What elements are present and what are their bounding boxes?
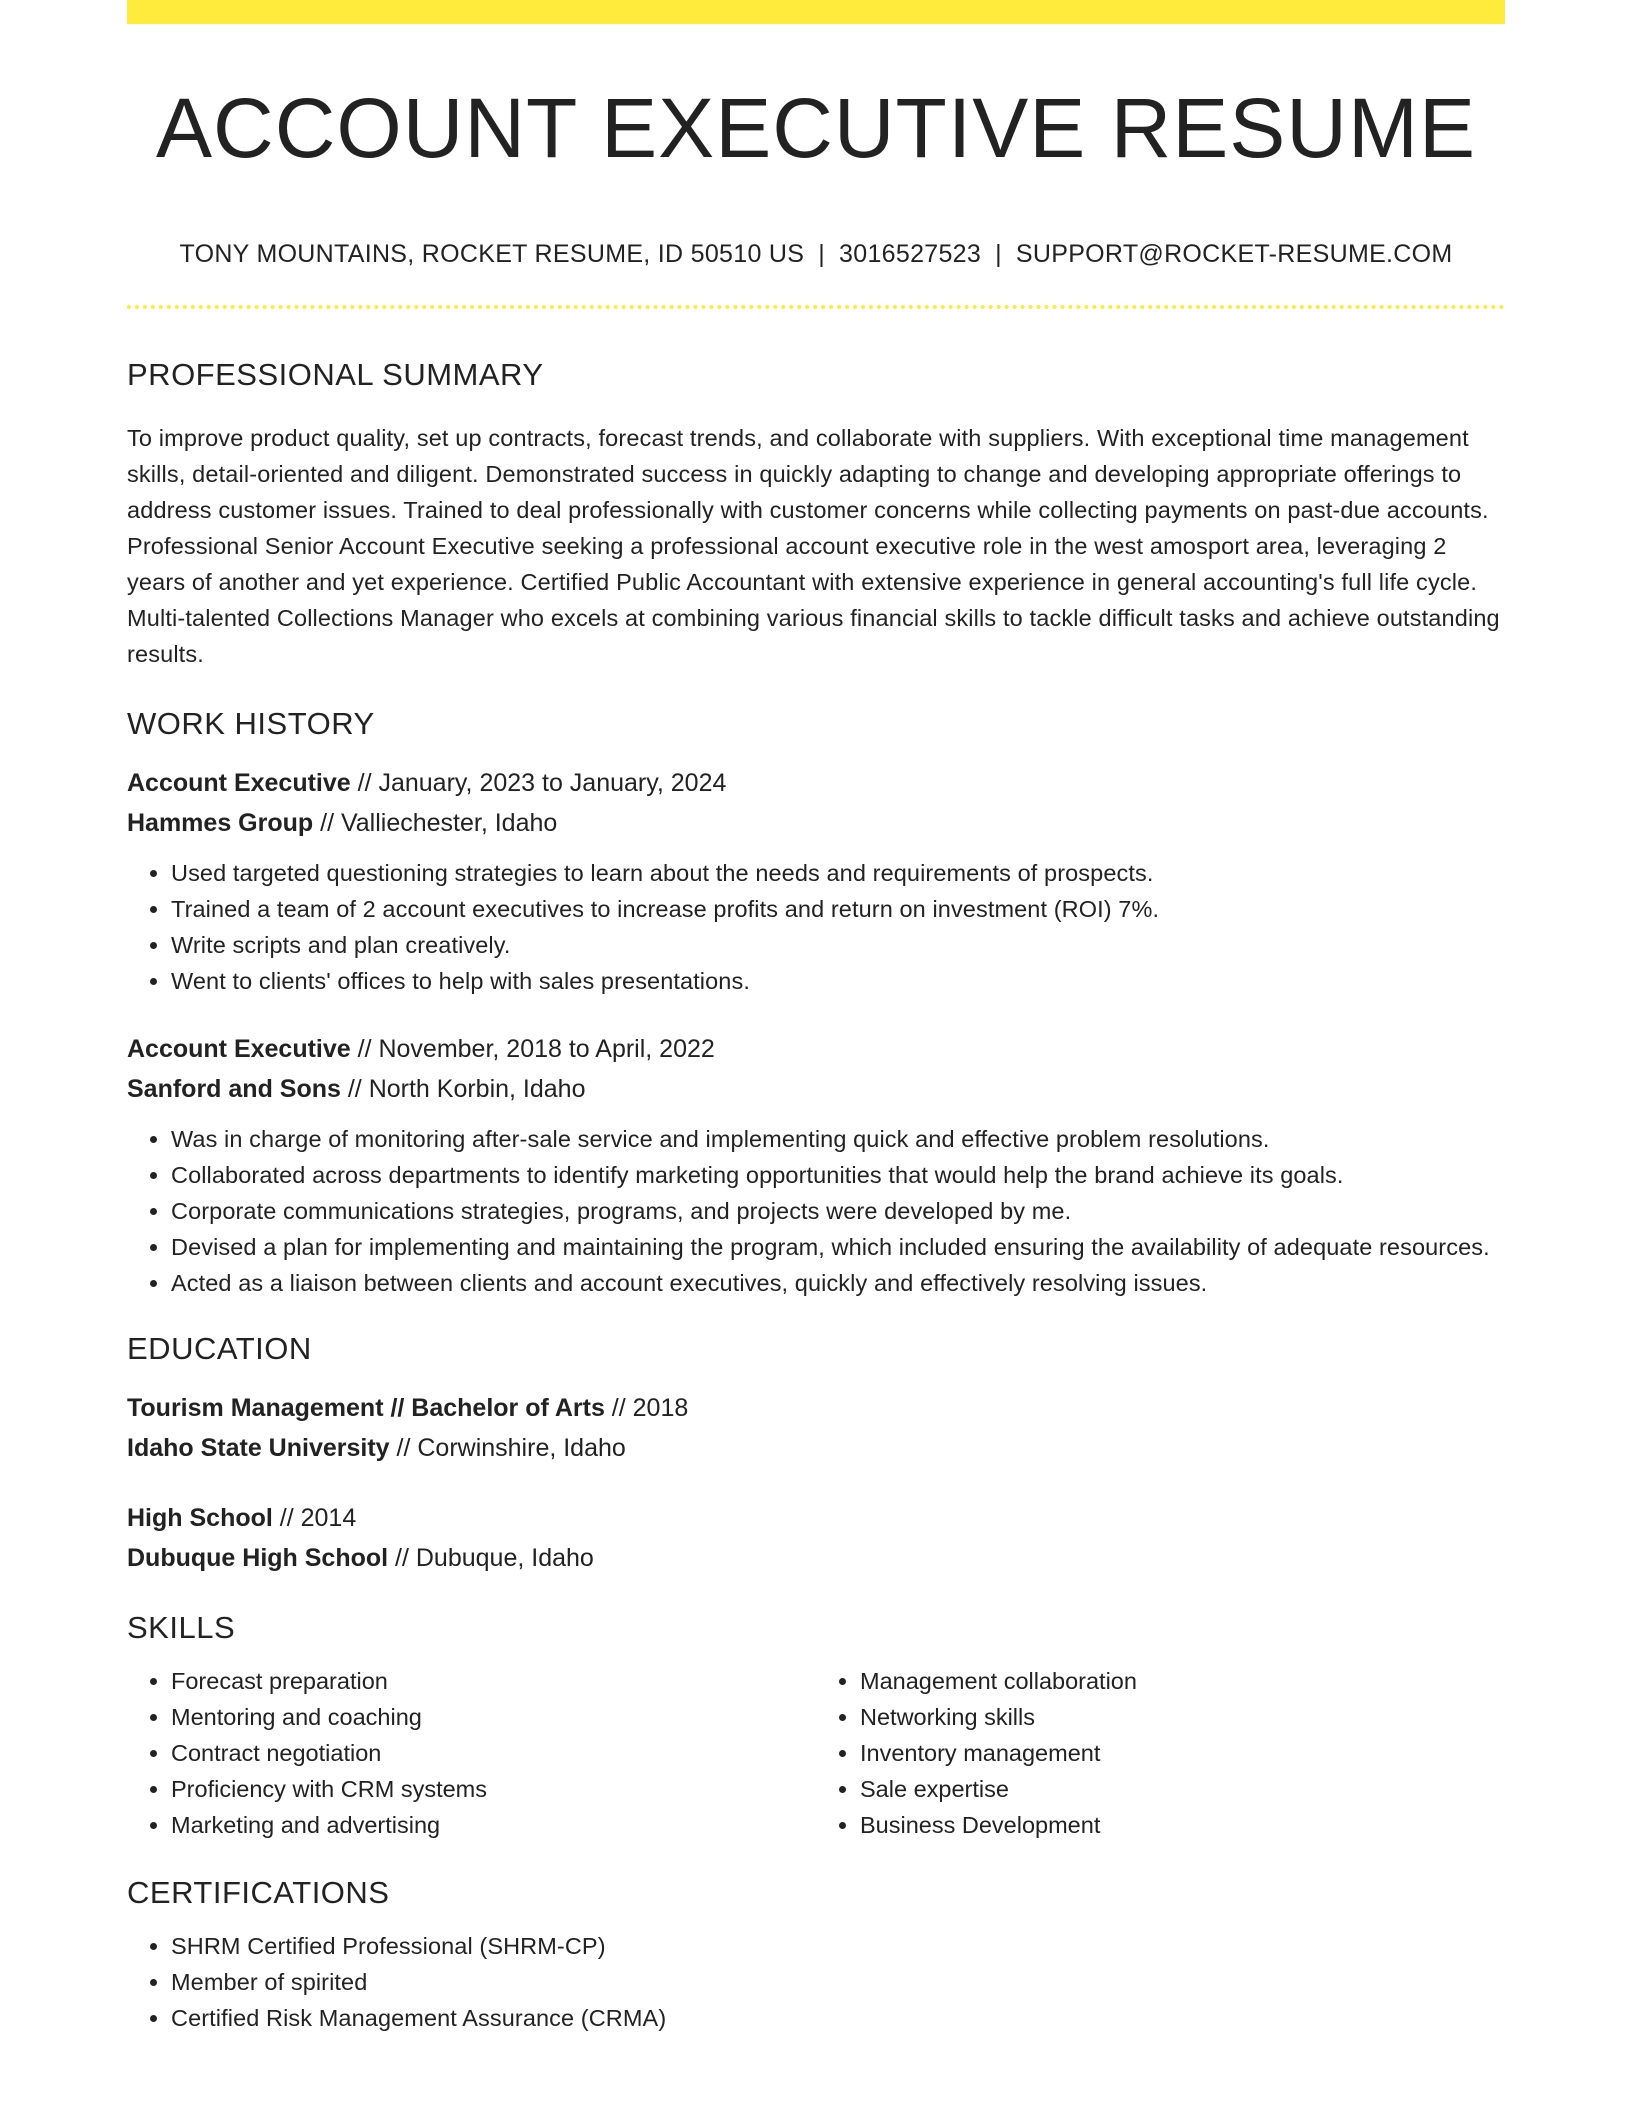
list-item: • Used targeted questioning strategies to learn about the needs and requirements of prospects. bbox=[171, 855, 1505, 891]
skills-right-column bbox=[816, 1663, 1505, 1843]
certifications-heading: CERTIFICATIONS bbox=[127, 1875, 390, 1910]
education-degree: Tourism Management // Bachelor of Arts bbox=[127, 1394, 605, 1422]
job-location: // North Korbin, Idaho bbox=[340, 1075, 586, 1103]
education-degree: High School bbox=[127, 1504, 273, 1532]
list-item: • Mentoring and coaching bbox=[171, 1699, 816, 1735]
job-company-line bbox=[127, 1069, 1505, 1109]
list-item: • Write scripts and plan creatively. bbox=[171, 927, 1505, 963]
education-location: // Corwinshire, Idaho bbox=[389, 1434, 626, 1462]
list-item: • Member of spirited bbox=[171, 1964, 1505, 2000]
work-history-heading: WORK HISTORY bbox=[127, 706, 375, 741]
education-school: Dubuque High School bbox=[127, 1544, 389, 1572]
job-role-line bbox=[127, 763, 1505, 803]
education-year: // 2014 bbox=[272, 1504, 357, 1532]
job-role: Account Executive bbox=[127, 769, 351, 797]
education-degree-line bbox=[127, 1388, 1505, 1428]
resume-page bbox=[127, 0, 1505, 2036]
contact-address: TONY MOUNTAINS, ROCKET RESUME, ID 50510 US bbox=[179, 240, 805, 268]
list-item: • Collaborated across departments to identify marketing opportunities that would help the brand achieve its goals. bbox=[171, 1157, 1505, 1193]
list-item: • Marketing and advertising bbox=[171, 1807, 816, 1843]
education-location: // Dubuque, Idaho bbox=[388, 1544, 594, 1572]
job-company: Sanford and Sons bbox=[127, 1075, 341, 1103]
accent-top-bar bbox=[127, 0, 1505, 24]
job-location: // Valliechester, Idaho bbox=[313, 809, 558, 837]
job-entry bbox=[127, 763, 1505, 999]
education-school-line bbox=[127, 1428, 1505, 1468]
list-item: • SHRM Certified Professional (SHRM-CP) bbox=[171, 1928, 1505, 1964]
education-entry bbox=[127, 1498, 1505, 1578]
job-entry bbox=[127, 1029, 1505, 1301]
contact-separator: | bbox=[818, 240, 826, 268]
contact-separator: | bbox=[995, 240, 1002, 268]
job-dates: // January, 2023 to January, 2024 bbox=[350, 769, 727, 797]
list-item: • Management collaboration bbox=[860, 1663, 1505, 1699]
job-role-line bbox=[127, 1029, 1505, 1069]
summary-text: To improve product quality, set up contracts, forecast trends, and collaborate with suppliers. With exceptional time management skills, detail-oriented and diligent. Demonstrated success in quickly adapting to change and developing appropriate offerings to address customer issues. Trained to deal professionally with customer concerns while collecting payments on past-due accounts. Professional Senior Account Executive seeking a professional account executive role in the west amosport area, leveraging 2 years of another and yet experience. Certified Public Accountant with extensive experience in general accounting's full life cycle. Multi-talented Collections Manager who excels at combining various financial skills to tackle difficult tasks and achieve outstanding results. bbox=[127, 425, 1500, 667]
education-degree-line bbox=[127, 1498, 1505, 1538]
skills-left-column bbox=[127, 1663, 816, 1843]
job-company-line bbox=[127, 803, 1505, 843]
education-year: // 2018 bbox=[604, 1394, 689, 1422]
resume-title: ACCOUNT EXECUTIVE RESUME bbox=[156, 81, 1476, 175]
job-role: Account Executive bbox=[127, 1035, 351, 1063]
list-item: • Forecast preparation bbox=[171, 1663, 816, 1699]
list-item: • Trained a team of 2 account executives to increase profits and return on investment (ROI) 7%. bbox=[171, 891, 1505, 927]
list-item: • Corporate communications strategies, programs, and projects were developed by me. bbox=[171, 1193, 1505, 1229]
summary-heading: PROFESSIONAL SUMMARY bbox=[127, 357, 544, 392]
skills-heading: SKILLS bbox=[127, 1610, 236, 1645]
job-bullets bbox=[127, 1121, 1505, 1301]
list-item: • Went to clients' offices to help with sales presentations. bbox=[171, 963, 1505, 999]
skills-columns bbox=[127, 1663, 1505, 1843]
list-item: • Sale expertise bbox=[860, 1771, 1505, 1807]
education-school-line bbox=[127, 1538, 1505, 1578]
list-item: • Certified Risk Management Assurance (CRMA) bbox=[171, 2000, 1505, 2036]
list-item: • Contract negotiation bbox=[171, 1735, 816, 1771]
list-item: • Was in charge of monitoring after-sale service and implementing quick and effective problem resolutions. bbox=[171, 1121, 1505, 1157]
list-item: • Acted as a liaison between clients and account executives, quickly and effectively resolving issues. bbox=[171, 1265, 1505, 1301]
contact-email: SUPPORT@ROCKET-RESUME.COM bbox=[1015, 240, 1453, 268]
dotted-divider bbox=[127, 305, 1505, 309]
contact-phone: 3016527523 bbox=[839, 240, 982, 268]
education-entry bbox=[127, 1388, 1505, 1468]
certifications-list bbox=[127, 1928, 1505, 2036]
education-heading: EDUCATION bbox=[127, 1331, 312, 1366]
job-dates: // November, 2018 to April, 2022 bbox=[350, 1035, 715, 1063]
list-item: • Proficiency with CRM systems bbox=[171, 1771, 816, 1807]
job-bullets bbox=[127, 855, 1505, 999]
list-item: • Networking skills bbox=[860, 1699, 1505, 1735]
list-item: • Inventory management bbox=[860, 1735, 1505, 1771]
education-school: Idaho State University bbox=[127, 1434, 390, 1462]
list-item: • Business Development bbox=[860, 1807, 1505, 1843]
contact-line bbox=[127, 242, 1505, 267]
job-company: Hammes Group bbox=[127, 809, 314, 837]
list-item: • Devised a plan for implementing and maintaining the program, which included ensuring the availability of adequate resources. bbox=[171, 1229, 1505, 1265]
